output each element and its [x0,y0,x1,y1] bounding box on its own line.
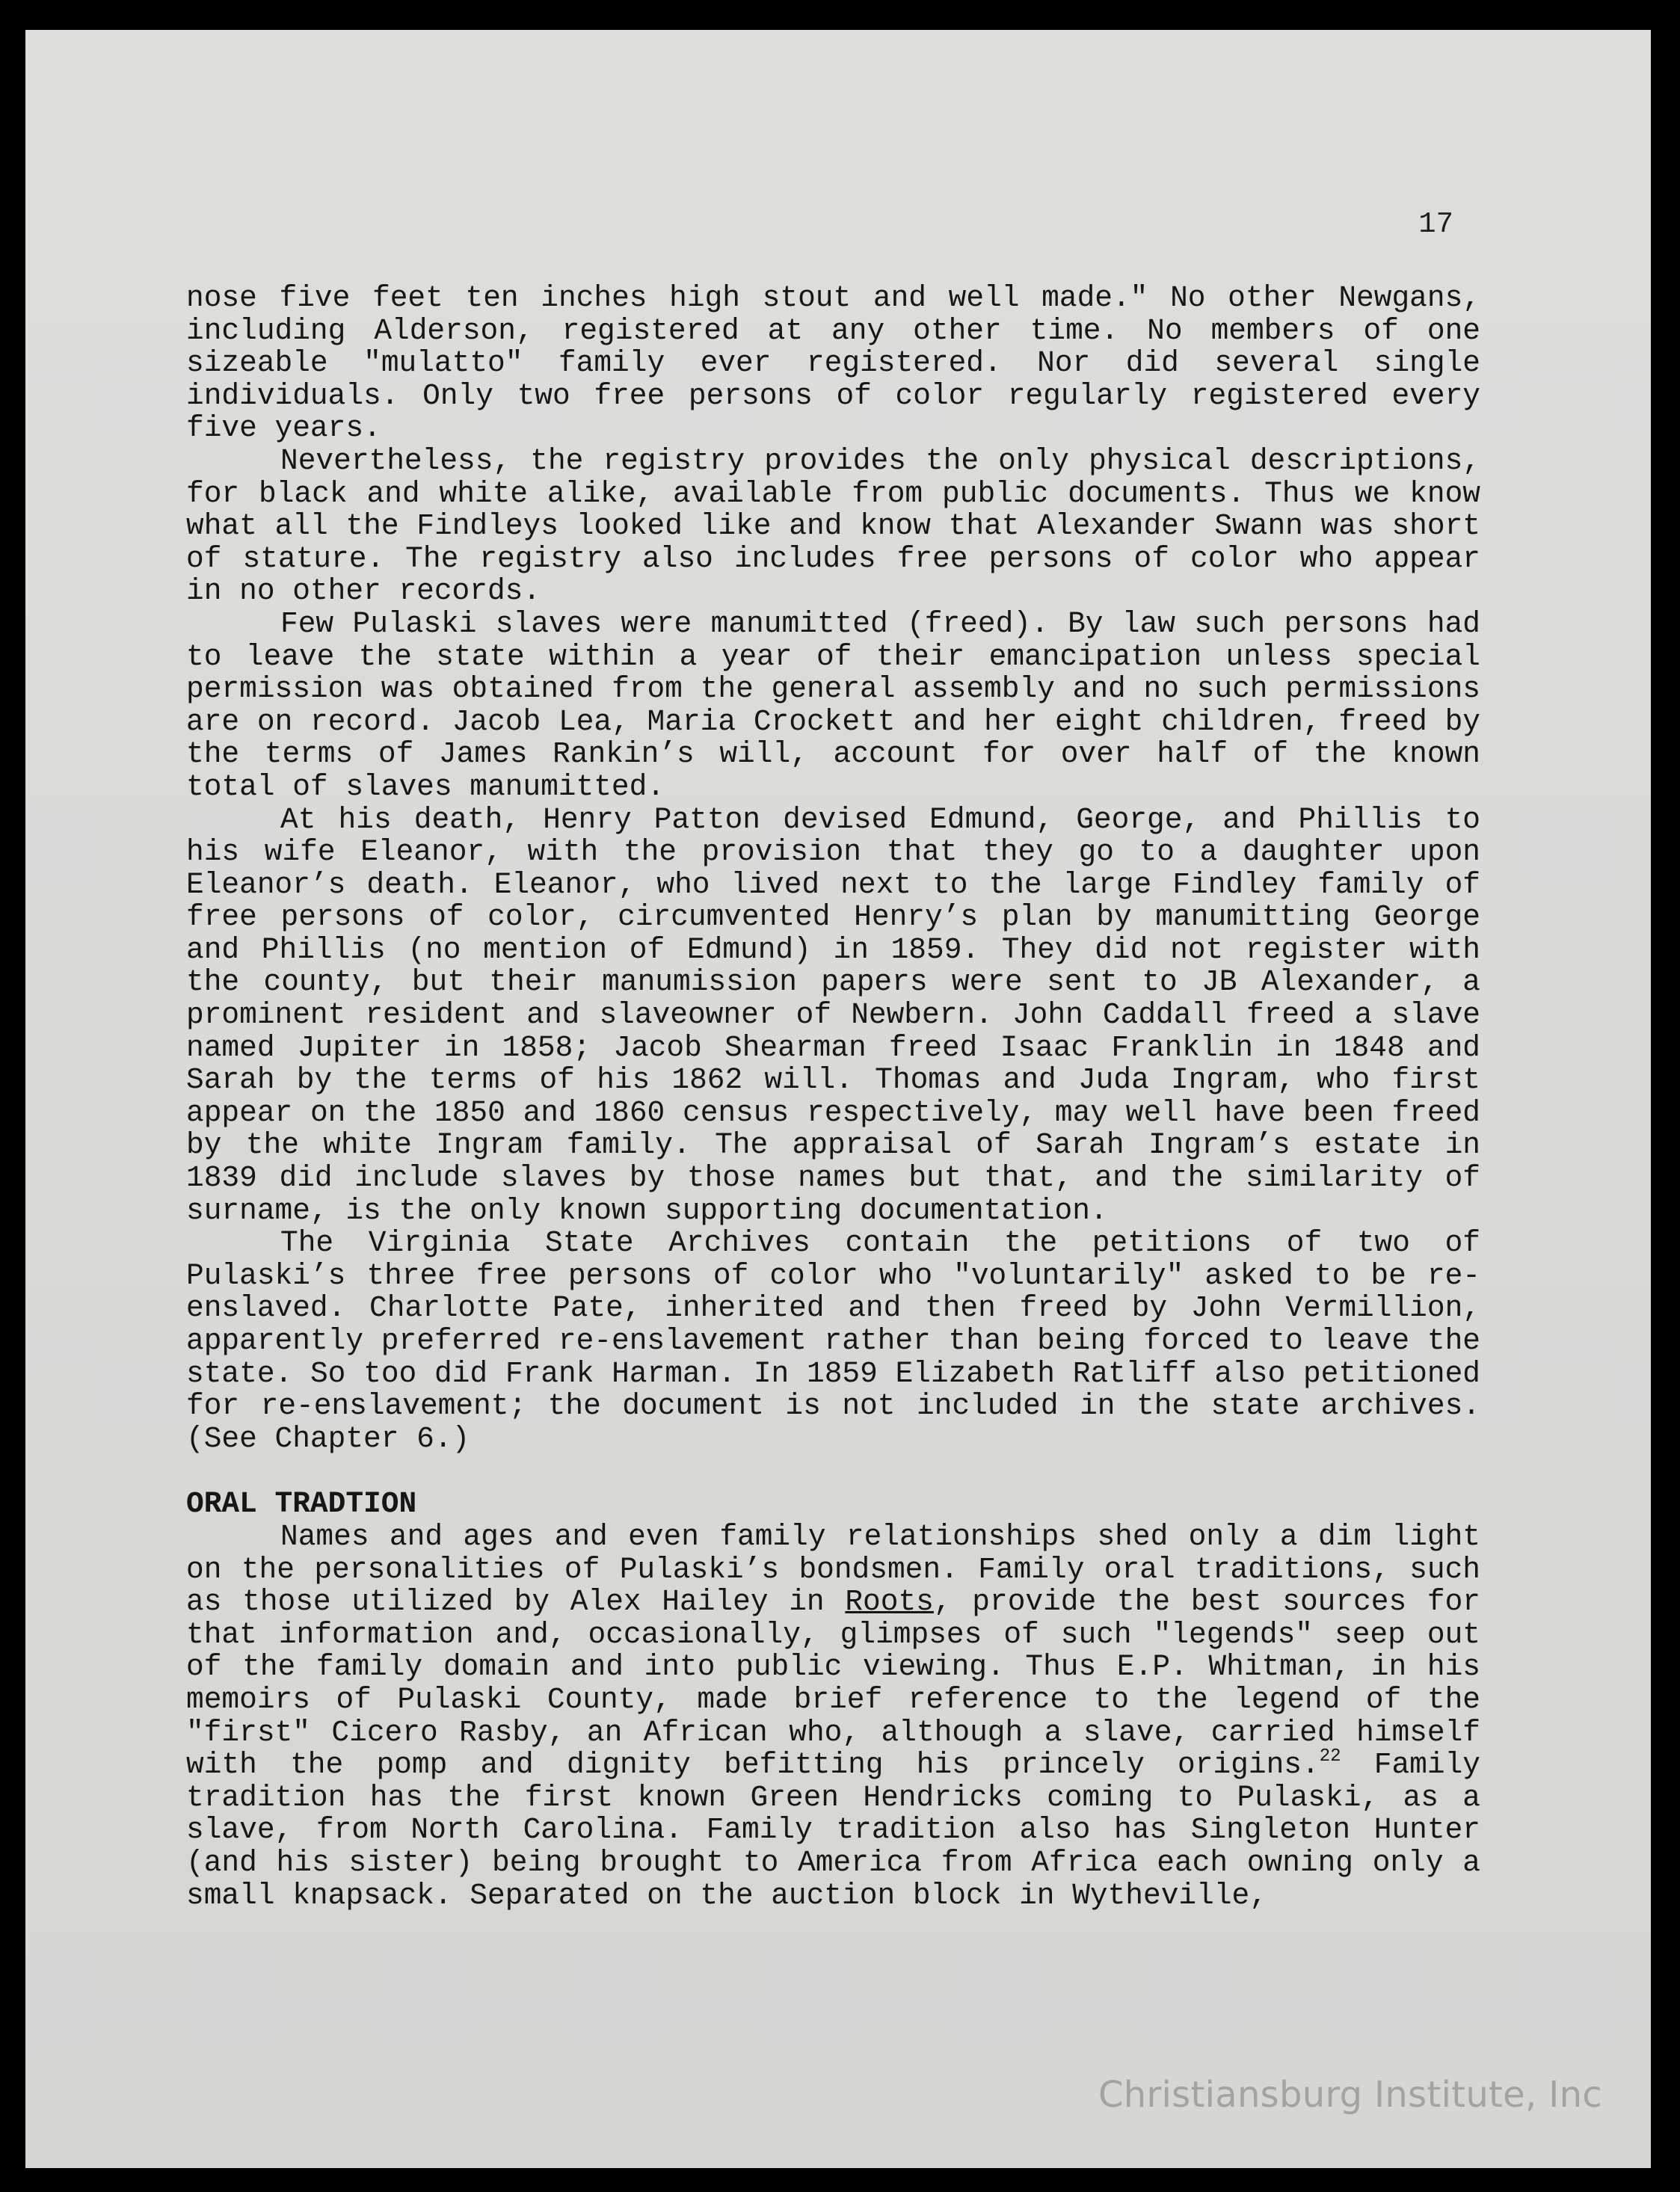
paragraph-virginia-archives: The Virginia State Archives contain the petitions of two of Pulaski’s three free persons of color who "voluntarily" asked to be re-enslaved. Charlotte Pate, inherited and then freed by John Vermillion, apparently preferred re-enslavement rather than being forced to leave the state. So too did Frank Harman. In 1859 Elizabeth Ratliff also petitioned for re-enslavement; the document is not included in the state archives. (See Chapter 6.) [186,1226,1480,1456]
document-page [25,30,1651,2168]
oral-tradition-text-end: Family tradition has the first known Green Hendricks coming to Pulaski, as a slave, from North Carolina. Family tradition also has Singleton Hunter (and his sister) being brought to America from Africa each owning only a small knapsack. Separated on the auction block in Wytheville, [186,1748,1480,1912]
oral-tradition-text-start: Names and ages and even family relationships shed only a dim light on the personalities of Pulaski’s bondsmen. Family oral traditions, such as those utilized by Alex Hailey in [186,1519,1480,1619]
oral-tradition-text-middle: , provide the best sources for that information and, occasionally, glimpses of such "legends" seep out of the family domain and into public viewing. Thus E.P. Whitman, in his memoirs of Pulaski County, made brief reference to the legend of the "first" Cicero Rasby, an African who, although a slave, carried himself with the pomp and dignity befitting his princely origins. [186,1585,1480,1782]
footnote-reference: 22 [1319,1746,1341,1767]
paragraph-manumission-law: Few Pulaski slaves were manumitted (freed). By law such persons had to leave the state within a year of their emancipation unless special permission was obtained from the general assembly and no such permissions are on record. Jacob Lea, Maria Crockett and her eight children, freed by the terms of James Rankin’s will, account for over half of the known total of slaves manumitted. [186,606,1480,804]
paragraph-registration-end: nose five feet ten inches high stout and well made." No other Newgans, including Alderson, registered at any other time. No members of one sizeable "mulatto" family ever registered. Nor did several single individuals. Only two free persons of color regularly registered every five years. [186,281,1480,446]
paragraph-henry-patton: At his death, Henry Patton devised Edmund, George, and Phillis to his wife Eleanor, with the provision that they go to a daughter upon Eleanor’s death. Eleanor, who lived next to the large Findley family of free persons of color, circumvented Henry’s plan by manumitting George and Phillis (no mention of Edmund) in 1859. They did not register with the county, but their manumission papers were sent to JB Alexander, a prominent resident and slaveowner of Newbern. John Caddall freed a slave named Jupiter in 1858; Jacob Shearman freed Isaac Franklin in 1848 and Sarah by the terms of his 1862 will. Thomas and Juda Ingram, who first appear on the 1850 and 1860 census respectively, may well have been freed by the white Ingram family. The appraisal of Sarah Ingram’s estate in 1839 did include slaves by those names but that, and the similarity of surname, is the only known supporting documentation. [186,802,1480,1228]
book-title-roots: Roots [845,1585,934,1619]
paragraph-oral-tradition [186,1521,1480,1912]
watermark: Christiansburg Institute, Inc [1098,2074,1602,2116]
paragraph-registry-descriptions: Nevertheless, the registry provides the only physical descriptions, for black and white alike, available from public documents. Thus we know what all the Findleys looked like and know that Alexander Swann was short of stature. The registry also includes free persons of color who appear in no other records. [186,443,1480,609]
section-heading-oral-tradition: ORAL TRADTION [186,1487,417,1521]
body-text [186,282,1480,1912]
page-number: 17 [1418,208,1453,241]
